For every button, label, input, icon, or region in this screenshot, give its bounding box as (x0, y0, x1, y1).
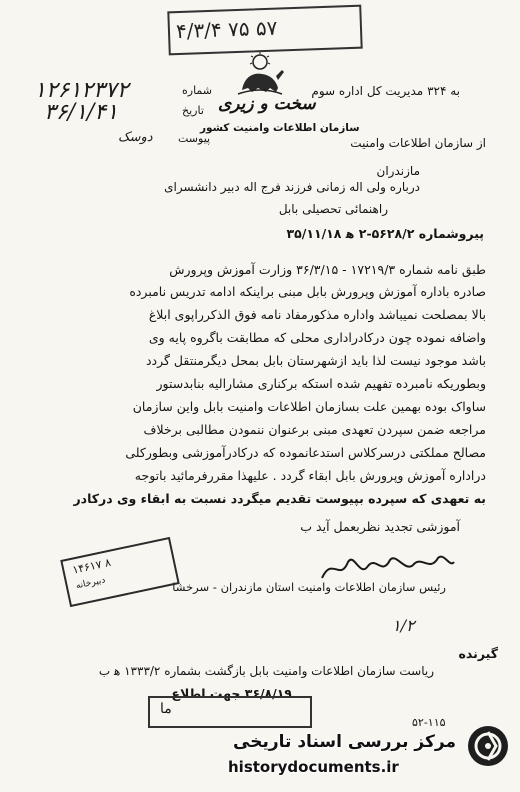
body-line: وبطوریکه نامبرده تفهیم شده استکه برکناری مشارالیه بنابدستور (156, 376, 486, 391)
bottom-stamp-text: ما (160, 701, 172, 717)
body-line: به تعهدی که سپرده بپیوست تقدیم میگردد نسبت به ابقاء وی درکادر (73, 491, 486, 506)
top-stamp-text: ۴/۳/۴ ۷۵ ۵۷ (175, 15, 278, 44)
body-line: صادره باداره آموزش وپرورش بابل مبنی براینکه ادامه تدریس نامبرده (129, 284, 486, 299)
body-line: باشد موجود نیست لذا باید ازشهرستان بابل بمحل دیگرمنتقل گردد (145, 353, 486, 368)
watermark-url[interactable]: historydocuments.ir (228, 758, 399, 776)
body-line: ساواک بوده بهمین علت بسازمان اطلاعات وامنیت بابل واین سازمان (132, 399, 486, 414)
number-value: ۱۲۶۱۲۳۷۲ (34, 78, 129, 103)
attachment-value: دوسک (118, 130, 153, 145)
top-stamp (167, 5, 362, 56)
bottom-stamp (148, 696, 312, 728)
footer-code: ۵۲-۱۱۵ (412, 716, 446, 729)
recipient-date: ۳۶/۸/۱۹ جهت اطلاع (171, 686, 292, 701)
body-line: طبق نامه شماره ۱۷۲۱۹/۳ - ۳۶/۳/۱۵ وزارت آموزش وپرورش (169, 262, 486, 277)
registry-stamp-label: دبیرخانه (75, 575, 107, 592)
subject-line: درباره ولی اله زمانی فرزند فرج اله دبیر دانشسرای (164, 180, 420, 194)
body-line: مصالح مملکتی درسرکلاس استدعانموده که درکادرآموزشی وبطورکلی (125, 445, 486, 460)
body-line: دراداره آموزش وپرورش بابل ابقاء گردد . علیهذا مقررفرمائید باتوجه (134, 468, 486, 483)
from-region: مازندران (376, 164, 420, 178)
classification-label: سخت و زیری (218, 94, 316, 114)
recipient-line: ریاست سازمان اطلاعات وامنیت بابل بازگشت بشماره ۱۳۳۳/۲ ه‍ ب (98, 664, 434, 678)
number-label: شماره (182, 84, 213, 97)
subject-line-2: راهنمائی تحصیلی بابل (278, 202, 388, 216)
body-line: واضافه نموده چون درکادراداری محلی که مطابقت باگروه پایه وی (148, 330, 486, 345)
attachment-label: پیوست (178, 132, 211, 145)
body-line: آموزشی تجدید نظربعمل آید ب (300, 519, 460, 534)
watermark-title: مرکز بررسی اسناد تاریخی (233, 732, 456, 752)
registry-stamp-number: ۱۴۶۱۷ ۸ (71, 555, 113, 577)
archive-logo-icon (466, 724, 510, 768)
reference-line: پیروشماره ۵۶۲۸/۲-۲ ه‍ ۳۵/۱۱/۱۸ (286, 226, 484, 241)
signature-line: رئیس سازمان اطلاعات وامنیت استان مازندران - سرخشا (172, 580, 446, 594)
from-line: از سازمان اطلاعات وامنیت (350, 136, 486, 150)
date-label: تاریخ (182, 104, 204, 117)
recipient-label: گیرنده (458, 646, 498, 661)
handwritten-note: ۱/۲ (392, 616, 415, 635)
to-line: به ۳۲۴ مدیریت کل اداره سوم (311, 84, 460, 98)
body-line: بالا بمصلحت نمیباشد واداره مذکورمفاد نامه فوق الذکرراپوی ابلاغ (148, 307, 486, 322)
body-line: مراجعه ضمن سپردن تعهدی مبنی برعنوان ننمودن مطالبی برخلاف (143, 422, 486, 437)
organization-line: سازمان اطلاعات وامنیت کشور (200, 122, 360, 134)
lion-and-sun-emblem-icon (232, 52, 288, 96)
date-value: ۳۶/۱/۴۱ (44, 100, 118, 125)
registry-stamp (60, 537, 180, 607)
